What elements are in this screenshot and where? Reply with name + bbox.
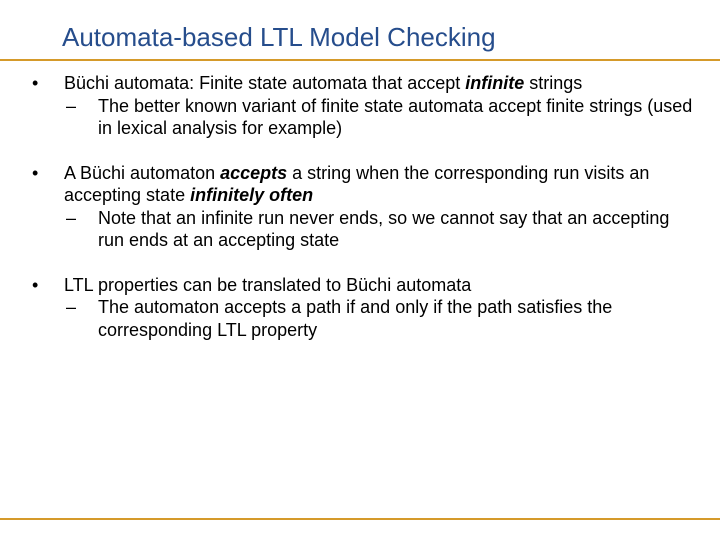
sub-bullet-path-acceptance — [64, 296, 700, 341]
sub-bullet-marker: – — [66, 207, 77, 228]
emphasis-infinitely-often: infinitely often — [190, 185, 314, 205]
sub-bullet-finite-variant — [64, 95, 700, 140]
title-divider — [0, 59, 720, 61]
bullet-marker: • — [32, 274, 39, 295]
bullet-text: A Büchi automaton accepts a string when the corresponding run visits an accepting state infinitely often — [64, 162, 650, 205]
slide-content — [30, 72, 700, 341]
footer-divider — [0, 518, 720, 520]
bullet-acceptance — [30, 162, 700, 207]
bullet-buchi-automata — [30, 72, 700, 95]
bullet-text: Büchi automata: Finite state automata that accept infinite strings — [64, 73, 583, 93]
bullet-marker: • — [32, 162, 39, 183]
emphasis-infinite: infinite — [465, 73, 525, 93]
bullet-text: LTL properties can be translated to Büchi automata — [64, 274, 472, 295]
sub-bullet-infinite-run — [64, 207, 700, 252]
slide-title: Automata-based LTL Model Checking — [62, 22, 496, 52]
sub-bullet-text: The automaton accepts a path if and only if the path satisfies the corresponding LTL property — [98, 297, 613, 340]
bullet-marker: • — [32, 73, 39, 93]
bullet-ltl-translation — [30, 274, 700, 297]
emphasis-accepts: accepts — [220, 162, 288, 183]
sub-bullet-marker: – — [66, 95, 77, 116]
sub-bullet-text: The better known variant of finite state automata accept finite strings (used in lexical analysis for example) — [98, 95, 693, 138]
sub-bullet-marker: – — [66, 297, 77, 317]
sub-bullet-text: Note that an infinite run never ends, so we cannot say that an accepting run ends at an accepting state — [98, 207, 670, 250]
